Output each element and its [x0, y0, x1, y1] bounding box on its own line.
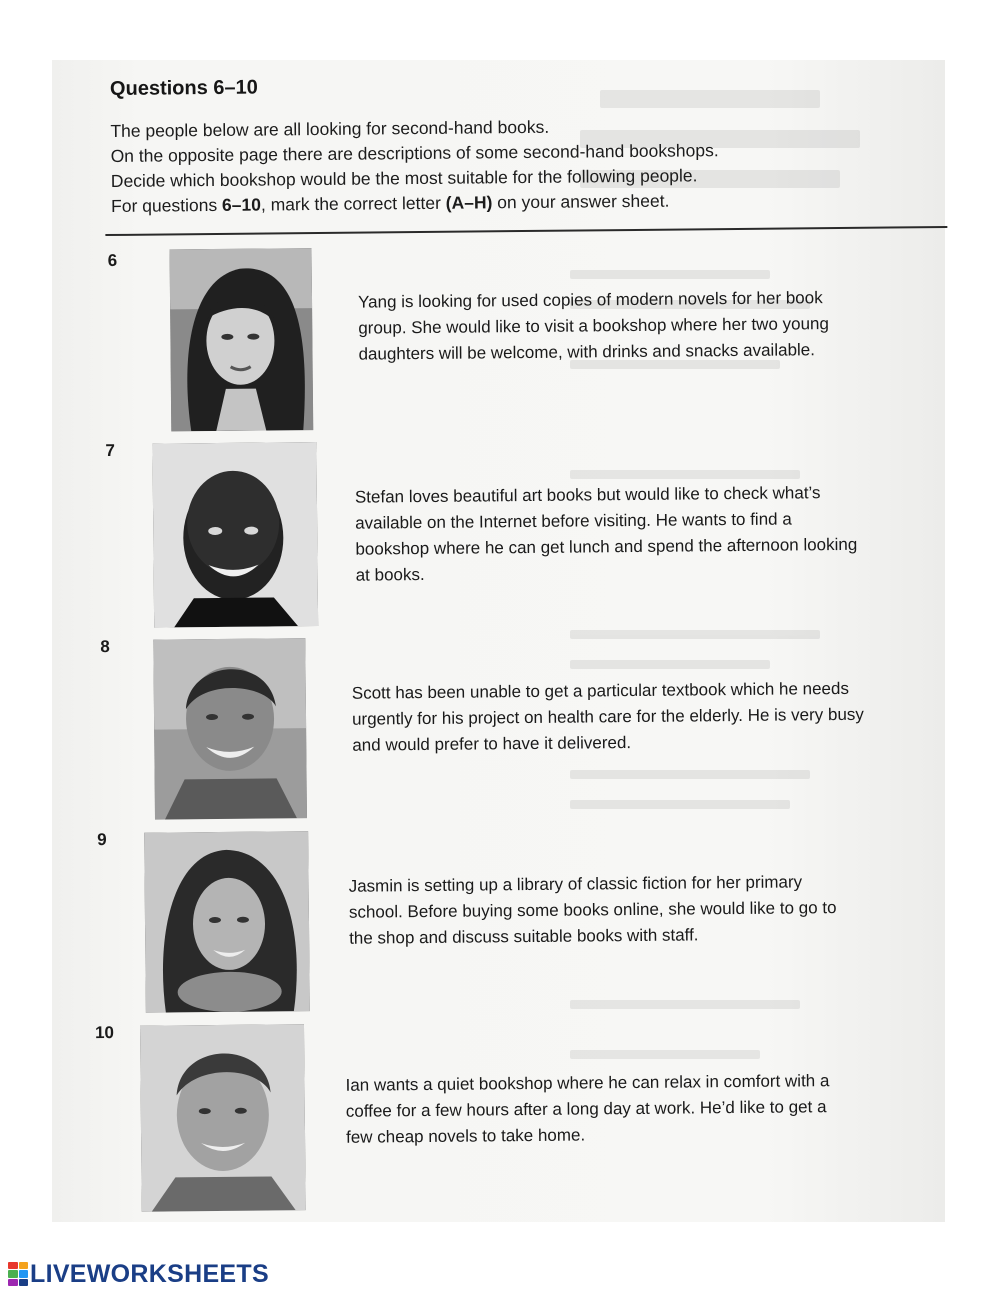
question-number: 8	[100, 637, 110, 657]
portrait-yang-icon	[170, 248, 314, 431]
photo-yang	[170, 248, 314, 431]
divider	[105, 226, 947, 236]
instructions	[110, 113, 719, 219]
portrait-ian-icon	[140, 1024, 306, 1212]
portrait-stefan-icon	[152, 442, 318, 628]
photo-scott	[153, 638, 307, 819]
question-number: 7	[105, 440, 116, 461]
question-text: Stefan loves beautiful art books but would like to check what’s available on the Internet before visiting. He wants to find a bookshop where he can get lunch and spend the afternoon looking at books.	[354, 483, 858, 585]
page-title: Questions 6–10	[109, 76, 258, 100]
photo-jasmin	[144, 831, 310, 1013]
question-number: 6	[107, 250, 118, 271]
question-text: Ian wants a quiet bookshop where he can relax in comfort with a coffee for a few hours after a long day at work. He’d like to get a few cheap novels to take home.	[345, 1071, 830, 1147]
brand-name: LIVEWORKSHEETS	[30, 1259, 269, 1288]
question-number: 10	[94, 1023, 115, 1043]
question-text: Yang is looking for used copies of modern novels for her book group. She would like to visit a bookshop where her two young daughters will be welcome, with drinks and snacks available.	[357, 288, 829, 364]
instruction-line: Decide which bookshop would be the most suitable for the following people.	[110, 165, 698, 191]
question-number: 9	[97, 830, 107, 850]
liveworksheets-logo[interactable]	[8, 1259, 269, 1289]
portrait-scott-icon	[153, 638, 307, 819]
liveworksheets-grid-icon	[8, 1262, 28, 1286]
question-text: Jasmin is setting up a library of classic fiction for her primary school. Before buying some books online, she would like to go to the shop and discuss suitable books with staff.	[348, 872, 837, 948]
instruction-line: For questions 6–10, mark the correct letter (A–H) on your answer sheet.	[111, 190, 670, 216]
portrait-jasmin-icon	[144, 831, 310, 1013]
instruction-line: On the opposite page there are descriptions of some second-hand bookshops.	[110, 140, 719, 166]
photo-stefan	[152, 442, 318, 628]
question-text: Scott has been unable to get a particular textbook which he needs urgently for his project on health care for the elderly. He is very busy and would prefer to have it delivered.	[351, 678, 864, 755]
instruction-line: The people below are all looking for second-hand books.	[110, 116, 550, 141]
photo-ian	[140, 1024, 306, 1212]
